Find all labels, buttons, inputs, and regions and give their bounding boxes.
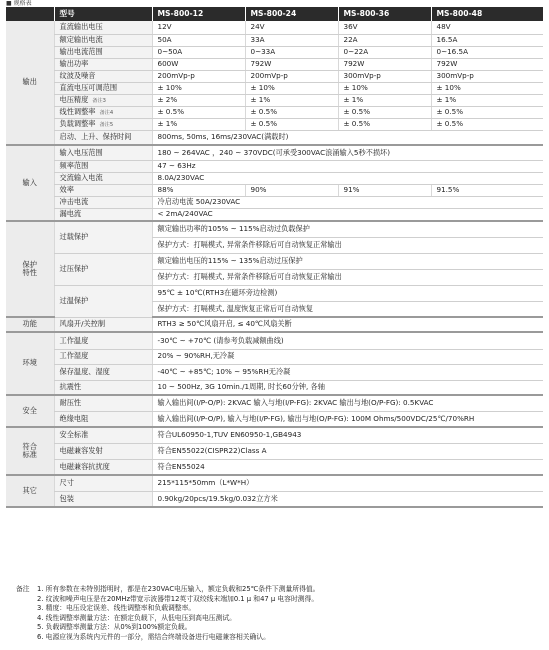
spec-value-merged: RTH3 ≥ 50℃风扇开启, ≤ 40℃风扇关断	[152, 317, 543, 332]
spec-value: 22A	[338, 34, 431, 46]
spec-label-text: 风扇开/关控制	[59, 319, 106, 329]
spec-value: 200mVp-p	[245, 70, 338, 82]
spec-value: 88%	[152, 184, 245, 196]
table-row	[6, 443, 543, 459]
spec-label	[54, 106, 152, 118]
spec-label	[54, 160, 152, 172]
spec-label	[54, 82, 152, 94]
spec-value: 90%	[245, 184, 338, 196]
spec-label	[54, 21, 152, 34]
category-cell: 输入	[6, 145, 54, 221]
spec-value: ± 1%	[338, 94, 431, 106]
spec-value: 50A	[152, 34, 245, 46]
spec-value-merged: -40℃ ~ +85℃; 10% ~ 95%RH无冷凝	[152, 364, 543, 380]
header-model-24: MS-800-24	[245, 7, 338, 21]
spec-value: 91.5%	[431, 184, 543, 196]
table-row	[6, 106, 543, 118]
category-cell: 环境	[6, 332, 54, 395]
spec-value-merged: -30℃ ~ +70℃ (请参考负载减额曲线)	[152, 332, 543, 349]
spec-value: ± 0.5%	[152, 106, 245, 118]
spec-label	[54, 459, 152, 475]
spec-value-merged: 保护方式：打嗝模式, 温度恢复正常后可自动恢复	[152, 301, 543, 317]
spec-value: ± 10%	[152, 82, 245, 94]
notes-list	[37, 585, 537, 643]
spec-label-text: 效率	[59, 184, 74, 194]
spec-label	[54, 70, 152, 82]
spec-label-text: 电磁兼容发射	[59, 445, 103, 455]
spec-label	[54, 145, 152, 160]
note-reference: 备注3	[92, 97, 106, 104]
spec-label-text: 冲击电流	[59, 196, 89, 206]
table-row	[6, 285, 543, 301]
spec-label	[54, 491, 152, 507]
note-item: 5. 负载调整率测量方法：从0%到100%额定负载。	[37, 623, 192, 632]
table-row	[6, 475, 543, 491]
spec-label	[54, 221, 152, 253]
spec-value-merged: 符合EN55024	[152, 459, 543, 475]
spec-label-text: 耐压性	[59, 398, 82, 408]
spec-label-text: 尺寸	[59, 478, 74, 488]
spec-label	[54, 94, 152, 106]
spec-value-merged: 保护方式：打嗝模式, 异常条件移除后可自动恢复正常输出	[152, 237, 543, 253]
spec-label-text: 频率范围	[59, 160, 89, 170]
header-corner	[6, 7, 54, 21]
table-row	[6, 94, 543, 106]
spec-value: 0~33A	[245, 46, 338, 58]
category-cell: 输出	[6, 21, 54, 145]
spec-label-text: 额定输出电流	[59, 34, 103, 44]
spec-label	[54, 58, 152, 70]
table-row	[6, 70, 543, 82]
spec-value-merged: 输入输出间(I/P-O/P), 输入与地(I/P-FG), 输出与地(O/P-FG): 100M Ohms/500VDC/25℃/70%RH	[152, 411, 543, 427]
table-row	[6, 184, 543, 196]
spec-label	[54, 443, 152, 459]
table-row	[6, 34, 543, 46]
spec-label-text: 线性调整率	[59, 106, 96, 116]
spec-body	[6, 21, 543, 507]
table-row	[6, 58, 543, 70]
spec-value: 91%	[338, 184, 431, 196]
spec-label-text: 电压精度	[59, 94, 89, 104]
table-row	[6, 172, 543, 184]
spec-value: 12V	[152, 21, 245, 34]
spec-value: ± 0.5%	[338, 118, 431, 130]
spec-value: ± 1%	[152, 118, 245, 130]
spec-value: 0~16.5A	[431, 46, 543, 58]
spec-label	[54, 475, 152, 491]
spec-label-text: 纹波及噪音	[59, 70, 96, 80]
spec-value-merged: < 2mA/240VAC	[152, 208, 543, 221]
table-row	[6, 130, 543, 145]
spec-label-text: 输出电流范围	[59, 46, 103, 56]
header-model-36: MS-800-36	[338, 7, 431, 21]
spec-label	[54, 208, 152, 221]
header-model-label: 型号	[54, 7, 152, 21]
spec-label	[54, 196, 152, 208]
spec-label-text: 漏电流	[59, 209, 82, 219]
spec-label-text: 安全标准	[59, 430, 89, 440]
table-row	[6, 82, 543, 94]
spec-label-text: 绝缘电阻	[59, 413, 89, 423]
table-row	[6, 208, 543, 221]
spec-label	[54, 364, 152, 380]
header-model-12: MS-800-12	[152, 7, 245, 21]
spec-label-text: 输出功率	[59, 58, 89, 68]
category-cell: 符合 标准	[6, 427, 54, 475]
spec-value: 792W	[431, 58, 543, 70]
spec-label-text: 电磁兼容抗扰度	[59, 461, 110, 471]
spec-value: ± 2%	[152, 94, 245, 106]
spec-value: 36V	[338, 21, 431, 34]
note-item: 1. 所有参数在未特别指明时，都是在230VAC电压输入，额定负载和25℃条件下测量所得值。	[37, 585, 320, 593]
table-row	[6, 221, 543, 237]
spec-label-text: 过载保护	[59, 232, 89, 242]
spec-label	[54, 427, 152, 443]
note-item: 3. 精度：电压设定误差、线性调整率和负载调整率。	[37, 604, 196, 613]
table-row	[6, 349, 543, 364]
category-cell: 安全	[6, 395, 54, 427]
spec-value: 600W	[152, 58, 245, 70]
spec-table	[6, 7, 543, 508]
spec-value: 792W	[338, 58, 431, 70]
spec-label	[54, 46, 152, 58]
header-model-48: MS-800-48	[431, 7, 543, 21]
spec-label	[54, 172, 152, 184]
category-cell: 其它	[6, 475, 54, 507]
spec-label	[54, 253, 152, 285]
spec-value: ± 1%	[431, 94, 543, 106]
spec-value-merged: 95℃ ± 10℃(RTH3在磁环旁边检测)	[152, 285, 543, 301]
table-row	[6, 395, 543, 411]
spec-label	[54, 395, 152, 411]
spec-label-text: 过温保护	[59, 295, 89, 305]
spec-value: ± 0.5%	[431, 106, 543, 118]
spec-value: ± 10%	[338, 82, 431, 94]
notes-label: 备注	[16, 585, 30, 593]
spec-value: 200mVp-p	[152, 70, 245, 82]
spec-label	[54, 34, 152, 46]
category-cell: 功能	[6, 317, 54, 332]
section-label: ■ 规格表	[6, 0, 32, 7]
spec-value: 0~50A	[152, 46, 245, 58]
note-reference: 备注5	[99, 121, 114, 128]
table-row	[6, 21, 543, 34]
spec-value: 792W	[245, 58, 338, 70]
table-row	[6, 46, 543, 58]
spec-value: ± 0.5%	[431, 118, 543, 130]
table-header-row	[6, 7, 543, 21]
spec-label	[54, 349, 152, 364]
spec-label-text: 交流输入电流	[59, 172, 103, 182]
spec-value-merged: 10 ~ 500Hz, 3G 10min./1周期, 时长60分钟, 各轴	[152, 380, 543, 395]
spec-label	[54, 184, 152, 196]
table-row	[6, 253, 543, 269]
spec-label-text: 直流电压可调范围	[59, 82, 118, 92]
table-row	[6, 364, 543, 380]
spec-value: 24V	[245, 21, 338, 34]
spec-value-merged: 符合EN55022(CISPR22)Class A	[152, 443, 543, 459]
spec-label-text: 保存温度、湿度	[59, 366, 110, 376]
table-row	[6, 332, 543, 349]
spec-value: ± 0.5%	[245, 106, 338, 118]
spec-label	[54, 332, 152, 349]
spec-value-merged: 0.90kg/20pcs/19.5kg/0.032立方米	[152, 491, 543, 507]
table-row	[6, 118, 543, 130]
spec-value: ± 0.5%	[338, 106, 431, 118]
note-reference: 备注4	[99, 109, 114, 116]
spec-value: 16.5A	[431, 34, 543, 46]
spec-value: ± 10%	[431, 82, 543, 94]
spec-label-text: 启动、上升、保持时间	[59, 132, 132, 142]
spec-label	[54, 380, 152, 395]
spec-value: 0~22A	[338, 46, 431, 58]
spec-value-merged: 额定输出功率的105% ~ 115%启动过负载保护	[152, 221, 543, 237]
table-row	[6, 411, 543, 427]
table-row	[6, 459, 543, 475]
spec-label-text: 负载调整率	[59, 118, 96, 128]
spec-value: 300mVp-p	[338, 70, 431, 82]
spec-label-text: 工作湿度	[59, 351, 89, 361]
spec-value-merged: 20% ~ 90%RH,无冷凝	[152, 349, 543, 364]
table-row	[6, 196, 543, 208]
table-row	[6, 491, 543, 507]
spec-value: ± 1%	[245, 94, 338, 106]
table-row	[6, 317, 543, 332]
spec-value-merged: 800ms, 50ms, 16ms/230VAC(满载时)	[152, 130, 543, 145]
spec-label-text: 过压保护	[59, 263, 89, 273]
note-item: 6. 电源应视为系统内元件的一部分，需结合终端设备进行电磁兼容相关确认。	[37, 632, 270, 641]
spec-value: 300mVp-p	[431, 70, 543, 82]
spec-label-text: 抗震性	[59, 382, 82, 392]
category-cell: 保护 特性	[6, 221, 54, 317]
spec-label-text: 包装	[59, 493, 74, 503]
spec-value: 48V	[431, 21, 543, 34]
table-row	[6, 427, 543, 443]
spec-label-text: 直流输出电压	[59, 22, 103, 32]
table-row	[6, 160, 543, 172]
spec-value-merged: 47 ~ 63Hz	[152, 160, 543, 172]
spec-label	[54, 285, 152, 317]
note-item: 2. 纹波和噪声电压是在20MHz带宽示波器带12英寸双绞线末端加0.1 μ 和47 μ 电容时测得。	[37, 594, 319, 603]
spec-value-merged: 额定输出电压的115% ~ 135%启动过压保护	[152, 253, 543, 269]
spec-label	[54, 130, 152, 145]
spec-label-text: 输入电压范围	[59, 147, 103, 157]
note-item: 4. 线性调整率测量方法：在额定负载下，从低电压到高电压测试。	[37, 613, 236, 622]
spec-value: ± 10%	[245, 82, 338, 94]
table-row	[6, 380, 543, 395]
spec-value-merged: 180 ~ 264VAC ，240 ~ 370VDC(可承受300VAC浪涌输入5秒不损坏)	[152, 145, 543, 160]
spec-value: ± 0.5%	[245, 118, 338, 130]
spec-value-merged: 符合UL60950-1,TUV EN60950-1,GB4943	[152, 427, 543, 443]
spec-value-merged: 保护方式：打嗝模式, 异常条件移除后可自动恢复正常输出	[152, 269, 543, 285]
spec-value-merged: 输入输出间(I/P-O/P): 2KVAC 输入与地(I/P-FG): 2KVAC 输出与地(O/P-FG): 0.5KVAC	[152, 395, 543, 411]
spec-label-text: 工作温度	[59, 335, 89, 345]
spec-label	[54, 411, 152, 427]
spec-label	[54, 317, 152, 332]
table-row	[6, 145, 543, 160]
spec-label	[54, 118, 152, 130]
spec-value-merged: 8.0A/230VAC	[152, 172, 543, 184]
spec-value-merged: 215*115*50mm（L*W*H）	[152, 475, 543, 491]
spec-value-merged: 冷启动电流 50A/230VAC	[152, 196, 543, 208]
spec-value: 33A	[245, 34, 338, 46]
